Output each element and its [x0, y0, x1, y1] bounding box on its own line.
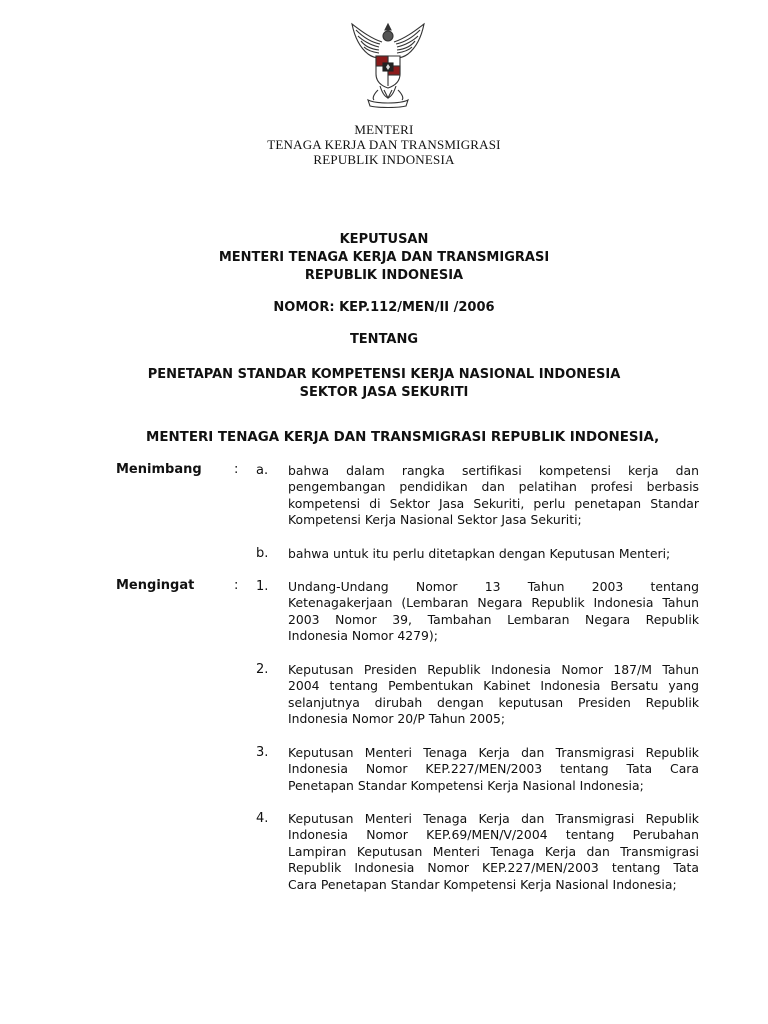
text-line: bahwa untuk itu perlu ditetapkan dengan Keputusan Menteri;: [288, 546, 671, 561]
text-line: Indonesia Nomor KEP.69/MEN/V/2004 tentang Perubahan: [288, 827, 699, 843]
doc-type: KEPUTUSAN: [339, 232, 429, 247]
letterhead-line: TENAGA KERJA DAN TRANSMIGRASI: [267, 137, 501, 152]
subject-line: SEKTOR JASA SEKURITI: [299, 385, 469, 400]
item-marker: 1.: [256, 579, 269, 594]
item-marker: a.: [256, 463, 269, 478]
letterhead-line: REPUBLIK INDONESIA: [313, 152, 455, 167]
document-title: [0, 231, 768, 285]
text-line: bahwa dalam rangka sertifikasi kompetensi kerja dan: [288, 463, 699, 478]
mengingat-item-3: [288, 745, 699, 794]
text-line: Indonesia Nomor 4279);: [288, 628, 438, 644]
mengingat-item-4: [288, 811, 699, 893]
text-line: Indonesia Nomor KEP.227/MEN/2003 tentang Tata Cara: [288, 761, 699, 777]
text-line: Keputusan Menteri Tenaga Kerja dan Transmigrasi Republik: [288, 811, 699, 826]
text-line: kompetensi di Sektor Jasa Sekuriti, perlu penetapan Standar: [288, 495, 699, 511]
text-line: Keputusan Menteri Tenaga Kerja dan Transmigrasi Republik: [288, 745, 699, 760]
mengingat-item-2: [288, 662, 699, 728]
item-marker: b.: [256, 546, 269, 561]
text-line: Lampiran Keputusan Menteri Tenaga Kerja dan Transmigrasi: [288, 843, 699, 859]
letterhead-line: MENTERI: [354, 122, 414, 137]
letterhead: [0, 122, 768, 167]
preamble: MENTERI TENAGA KERJA DAN TRANSMIGRASI REPUBLIK INDONESIA,: [146, 430, 660, 445]
menimbang-item-a: [288, 463, 699, 529]
menimbang-colon: :: [234, 462, 239, 477]
text-line: Undang-Undang Nomor 13 Tahun 2003 tentang: [288, 579, 699, 594]
text-line: Ketenagakerjaan (Lembaran Negara Republik Indonesia Tahun: [288, 595, 699, 611]
mengingat-item-1: [288, 579, 699, 645]
issuer-line: REPUBLIK INDONESIA: [304, 268, 464, 283]
item-marker: 4.: [256, 811, 269, 826]
decree-number: NOMOR: KEP.112/MEN/II /2006: [273, 300, 495, 315]
text-line: Kompetensi Kerja Nasional Sektor Jasa Sekuriti;: [288, 512, 582, 528]
text-line: Penetapan Standar Kompetensi Kerja Nasional Indonesia;: [288, 777, 644, 793]
text-line: 2003 Nomor 39, Tambahan Lembaran Negara Republik: [288, 611, 699, 627]
item-marker: 3.: [256, 745, 269, 760]
item-marker: 2.: [256, 662, 269, 677]
about-label: TENTANG: [349, 332, 419, 347]
menimbang-label: Menimbang: [116, 462, 202, 477]
text-line: pengembangan pendidikan dan pelatihan profesi berbasis: [288, 479, 699, 495]
subject-line: PENETAPAN STANDAR KOMPETENSI KERJA NASIONAL INDONESIA: [147, 367, 621, 382]
text-line: Republik Indonesia Nomor KEP.227/MEN/2003 tentang Tata: [288, 860, 699, 876]
issuer-line: MENTERI TENAGA KERJA DAN TRANSMIGRASI: [218, 250, 550, 265]
text-line: 2004 tentang Pembentukan Kabinet Indonesia Bersatu yang: [288, 678, 699, 694]
menimbang-item-b: [288, 546, 699, 562]
mengingat-colon: :: [234, 578, 239, 593]
garuda-emblem-icon: [346, 20, 430, 108]
text-line: Keputusan Presiden Republik Indonesia Nomor 187/M Tahun: [288, 662, 699, 677]
text-line: Indonesia Nomor 20/P Tahun 2005;: [288, 711, 506, 727]
mengingat-label: Mengingat: [116, 578, 195, 593]
text-line: Cara Penetapan Standar Kompetensi Kerja Nasional Indonesia;: [288, 876, 677, 892]
subject: [0, 366, 768, 402]
text-line: selanjutnya dirubah dengan keputusan Presiden Republik: [288, 694, 699, 710]
